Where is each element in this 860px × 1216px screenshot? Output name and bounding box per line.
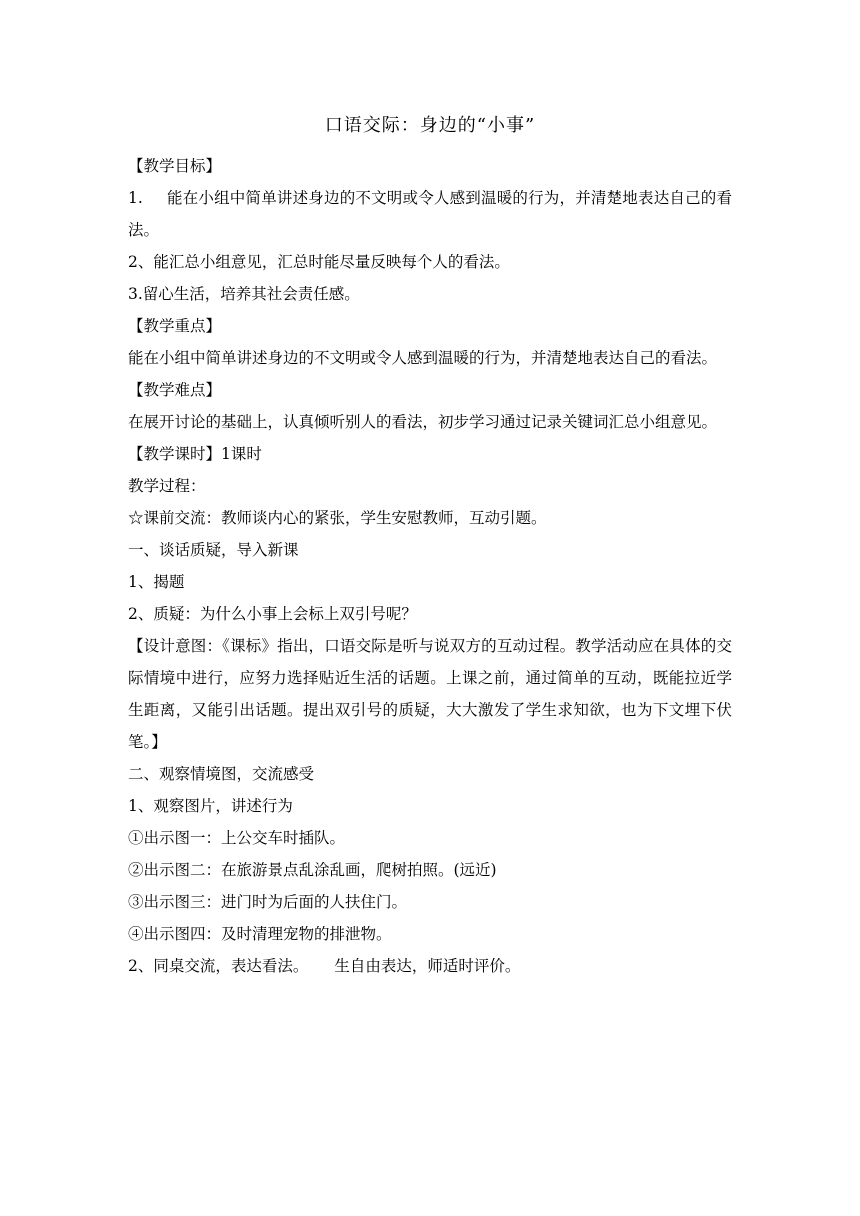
hours-value: 1课时	[221, 445, 262, 463]
focus-text: 能在小组中简单讲述身边的不文明或令人感到温暖的行为，并清楚地表达自己的看法。	[128, 349, 718, 367]
pre-class-exchange: ☆课前交流：教师谈内心的紧张，学生安慰教师，互动引题。	[128, 509, 547, 527]
step-1-2: 2、质疑：为什么小事上会标上双引号呢？	[128, 605, 417, 623]
step-2-1: 1、观察图片，讲述行为	[128, 797, 293, 815]
difficulty-text: 在展开讨论的基础上，认真倾听别人的看法，初步学习通过记录关键词汇总小组意见。	[128, 413, 718, 431]
focus-heading: 【教学重点】	[128, 317, 222, 335]
objective-2: 2、能汇总小组意见，汇总时能尽量反映每个人的看法。	[128, 253, 510, 271]
section-2-heading: 二、观察情境图，交流感受	[128, 765, 315, 783]
design-intent: 【设计意图：《课标》指出，口语交际是听与说双方的互动过程。教学活动应在具体的交际情境中进行，应努力选择贴近生活的话题。上课之前，通过简单的互动，既能拉近学生距离，又能引出话题。提出双引号的质疑，大大激发了学生求知欲，也为下文埋下伏笔。】	[128, 637, 732, 751]
step-2-2-first: 2、同桌交流，表达看法。	[128, 957, 309, 975]
picture-4-item: ④出示图四：及时清理宠物的排泄物。	[128, 925, 392, 943]
difficulty-heading: 【教学难点】	[128, 381, 222, 399]
picture-2-item: ②出示图二：在旅游景点乱涂乱画，爬树拍照。(远近)	[128, 861, 497, 879]
step-2-2-second: 生自由表达，师适时评价。	[334, 957, 521, 975]
hours-heading: 【教学课时】	[128, 445, 222, 463]
step-2-2	[128, 950, 732, 982]
picture-1-item: ①出示图一：上公交车时插队。	[128, 829, 346, 847]
objective-1	[128, 182, 732, 246]
objective-3: 3.留心生活，培养其社会责任感。	[128, 285, 360, 303]
section-1-heading: 一、谈话质疑，导入新课	[128, 541, 299, 559]
picture-3-item: ③出示图三：进门时为后面的人扶住门。	[128, 893, 408, 911]
hours-line	[128, 438, 732, 470]
step-1-1: 1、揭题	[128, 573, 185, 591]
objective-1-text: 能在小组中简单讲述身边的不文明或令人感到温暖的行为，并清楚地表达自己的看法。	[128, 189, 732, 239]
objectives-heading: 【教学目标】	[128, 157, 222, 175]
process-heading: 教学过程：	[128, 477, 206, 495]
document-body	[128, 150, 732, 982]
document-title: 口语交际：身边的“小事”	[324, 115, 536, 136]
objective-1-number: 1.	[128, 189, 143, 207]
